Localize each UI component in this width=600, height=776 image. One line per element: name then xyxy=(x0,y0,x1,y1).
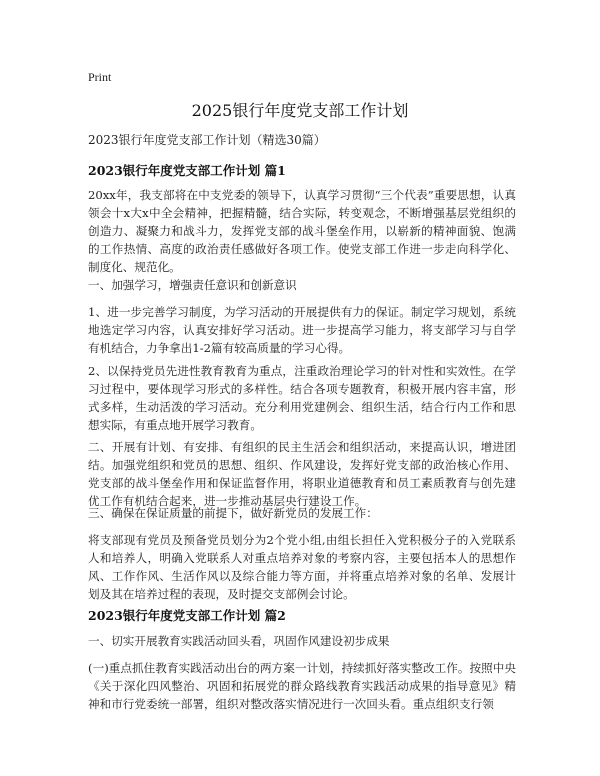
document-subtitle: 2023银行年度党支部工作计划（精选30篇） xyxy=(88,133,326,147)
paragraph: 1、进一步完善学习制度，为学习活动的开展提供有力的保证。制定学习规划，系统地选定学习内容，认真安排好学习活动。进一步提高学习能力，将支部学习与自学有机结合，力争拿出1-2篇有较高质量的学习心得。 xyxy=(88,305,516,355)
paragraph: 20xx年，我支部将在中支党委的领导下，认真学习贯彻“三个代表”重要思想，认真领会十x大x中全会精神，把握精髓，结合实际，转变观念，不断增强基层党组织的创造力、凝聚力和战斗力，发挥党支部的战斗堡垒作用，以崭新的精神面貌、饱满的工作热情、高度的政治责任感做好各项工作。使党支部工作进一步走向科学化、制度化、规范化。 xyxy=(88,188,516,274)
paragraph-heading: 三、确保在保证质量的前提下，做好新党员的发展工作： xyxy=(88,506,378,520)
paragraph-heading: 一、加强学习，增强责任意识和创新意识 xyxy=(88,278,297,292)
paragraph: 2、以保持党员先进性教育教育为重点，注重政治理论学习的针对性和实效性。在学习过程中，要体现学习形式的多样性。结合各项专题教育，积极开展内容丰富，形式多样，生动活泼的学习活动。充分利用党建例会、组织生活，结合行内工作和思想实际，有重点地开展学习教育。 xyxy=(88,364,516,432)
paragraph: 二、开展有计划、有安排、有组织的民主生活会和组织活动，来提高认识，增进团结。加强党组织和党员的思想、组织、作风建设，发挥好党支部的政治核心作用、党支部的战斗堡垒作用和保证监督作用，将职业道德教育和员工素质教育与创先建优工作有机结合起来，进一步推动基层央行建设工作。 xyxy=(88,440,516,508)
page-title: 2025银行年度党支部工作计划 xyxy=(191,101,409,120)
print-link[interactable]: Print xyxy=(88,70,112,84)
paragraph: 将支部现有党员及预备党员划分为2个党小组,由组长担任入党积极分子的入党联系人和培养人，明确入党联系人对重点培养对象的考察内容，主要包括本人的思想作风、工作作风、生活作风以及综合能力等方面，并将重点培养对象的名单、发展计划及其在培养过程的表现，及时提交支部例会讨论。 xyxy=(88,533,516,601)
section-heading-1: 2023银行年度党支部工作计划 篇1 xyxy=(88,163,286,178)
paragraph: (一)重点抓住教育实践活动出台的两方案一计划，持续抓好落实整改工作。按照中央《关于深化四风整治、巩固和拓展党的群众路线教育实践活动成果的指导意见》精神和市行党委统一部署，组织对整改落实情况进行一次回头看。重点组织支行领 xyxy=(88,661,516,711)
paragraph-heading: 一、切实开展教育实践活动回头看，巩固作风建设初步成果 xyxy=(88,634,390,648)
section-heading-2: 2023银行年度党支部工作计划 篇2 xyxy=(88,608,286,623)
